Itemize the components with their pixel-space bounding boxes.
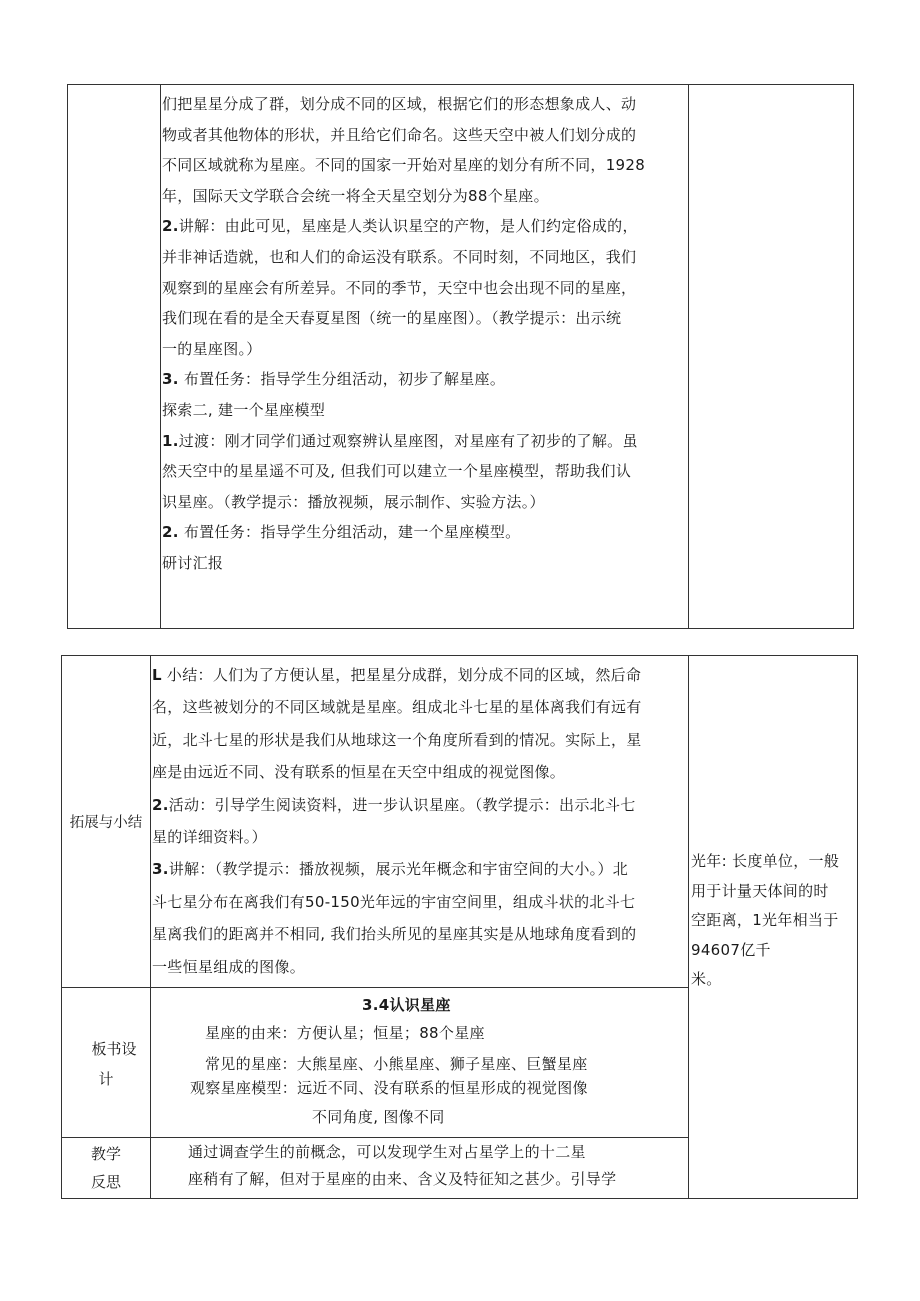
text-line: [152, 660, 641, 691]
line-text: 讲解：由此可见，星座是人类认识星空的产物，是人们约定俗成的，: [178, 217, 638, 236]
item-number: 2.: [162, 217, 179, 236]
board-line-common: 常见的星座：大熊星座、小熊星座、狮子星座、巨蟹星座: [205, 1055, 588, 1073]
text-line: [162, 211, 638, 242]
line-text: 一的星座图。）: [162, 339, 262, 358]
row-label-reflection: 教学: [90, 1145, 121, 1163]
line-text: 布置任务：指导学生分组活动，初步了解星座。: [178, 370, 506, 389]
text-line: [152, 919, 636, 950]
line-text: 们把星星分成了群，划分成不同的区域，根据它们的形态想象成人、动: [162, 95, 637, 113]
text-line: [162, 364, 505, 395]
lesson-table-top: [67, 84, 854, 629]
text-line: [162, 242, 636, 273]
line-text: 斗七星分布在离我们有50-150光年远的宇宙空间里，组成斗状的北斗七: [152, 892, 636, 911]
text-line: 通过调查学生的前概念，可以发现学生对占星学上的十二星: [188, 1143, 586, 1161]
text-line: [162, 426, 638, 457]
board-line-angle: 不同角度, 图像不同: [312, 1108, 445, 1126]
item-number: 3.: [152, 860, 169, 879]
row-divider: [62, 987, 688, 988]
line-text: 名，这些被划分的不同区域就是星座。组成北斗七星的星体离我们有远有: [152, 698, 642, 717]
text-line: 空距离，1光年相当于: [691, 911, 839, 929]
column-divider: [160, 85, 161, 628]
row-label-board-design-2: 计: [98, 1070, 114, 1088]
item-number: 2.: [152, 795, 169, 814]
text-line: [152, 790, 636, 821]
text-line: [162, 150, 645, 181]
text-line: [162, 456, 631, 487]
board-title: 3.4认识星座: [362, 996, 451, 1014]
line-text: 观察到的星座会有所差异。不同的季节，天空中也会出现不同的星座，: [162, 278, 637, 297]
line-text: 活动：引导学生阅读资料，进一步认识星座。（教学提示：出示北斗七: [168, 795, 636, 814]
line-text: 不同区域就称为星座。不同的国家一开始对星座的划分有所不同，1928: [162, 156, 646, 175]
item-number: 2.: [162, 523, 179, 542]
text-line: [152, 854, 628, 885]
item-number: 3.: [162, 370, 179, 389]
line-text: 过渡：刚才同学们通过观察辨认星座图，对星座有了初步的了解。虽: [178, 431, 638, 450]
item-number: 1.: [162, 431, 179, 450]
text-line: [152, 757, 565, 788]
text-line: [152, 887, 635, 918]
line-text: 一些恒星组成的图像。: [152, 957, 306, 976]
line-text: 小结：人们为了方便认星，把星星分成群，划分成不同的区域，然后命: [161, 666, 642, 684]
text-line: [162, 334, 262, 365]
text-line: [162, 487, 545, 518]
line-text: 然天空中的星星遥不可及, 但我们可以建立一个星座模型，帮助我们认: [162, 462, 632, 481]
text-line: [162, 303, 621, 334]
text-line: 座稍有了解，但对于星座的由来、含义及特征知之甚少。引导学: [188, 1170, 617, 1188]
line-text: 座是由远近不同、没有联系的恒星在天空中组成的视觉图像。: [152, 763, 566, 782]
line-text: 讲解：（教学提示：播放视频，展示光年概念和宇宙空间的大小。）北: [168, 860, 629, 879]
line-text: 探索二, 建一个星座模型: [162, 401, 326, 419]
text-line: 光年: 长度单位，一般: [691, 852, 840, 870]
line-text: 并非神话造就，也和人们的命运没有联系。不同时刻，不同地区，我们: [162, 248, 637, 266]
row-label-board-design: 板书设: [91, 1040, 137, 1058]
text-line: 米。: [691, 970, 722, 988]
text-line: [162, 89, 636, 120]
line-text: 研讨汇报: [162, 554, 224, 572]
text-line: 用于计量天体间的时: [691, 881, 829, 900]
board-line-origin: 星座的由来：方便认星；恒星；88个星座: [205, 1024, 485, 1042]
line-text: 物或者其他物体的形状，并且给它们命名。这些天空中被人们划分成的: [162, 125, 637, 144]
board-line-model: 观察星座模型：远近不同、没有联系的恒星形成的视觉图像: [190, 1079, 588, 1097]
text-line: [162, 181, 549, 212]
column-divider: [150, 656, 151, 1198]
row-label-reflection-2: 反思: [90, 1173, 121, 1191]
text-line: [162, 395, 325, 426]
row-label-extension-summary: 拓展与小结: [69, 815, 143, 831]
column-divider: [688, 656, 689, 1198]
line-text: 我们现在看的是全天春夏星图（统一的星座图）。（教学提示：出示统: [162, 309, 622, 328]
text-line: [162, 120, 636, 151]
text-line: [162, 517, 520, 548]
text-line: 94607亿千: [691, 940, 771, 959]
column-divider: [688, 85, 689, 628]
text-line: [152, 952, 305, 983]
line-text: 星的详细资料。）: [152, 828, 267, 846]
text-line: [162, 273, 636, 304]
item-number: L: [152, 666, 162, 684]
line-text: 识星座。（教学提示：播放视频，展示制作、实验方法。）: [162, 492, 545, 511]
line-text: 年，国际天文学联合会统一将全天星空划分为88个星座。: [162, 186, 549, 205]
line-text: 布置任务：指导学生分组活动，建一个星座模型。: [178, 523, 521, 542]
line-text: 近，北斗七星的形状是我们从地球这一个角度所看到的情况。实际上，星: [152, 730, 642, 749]
text-line: [152, 725, 642, 756]
text-line: [152, 822, 267, 853]
lesson-table-bottom: [61, 655, 858, 1199]
text-line: [162, 548, 223, 579]
line-text: 星离我们的距离并不相同, 我们抬头所见的星座其实是从地球角度看到的: [152, 925, 637, 944]
text-line: [152, 692, 642, 723]
